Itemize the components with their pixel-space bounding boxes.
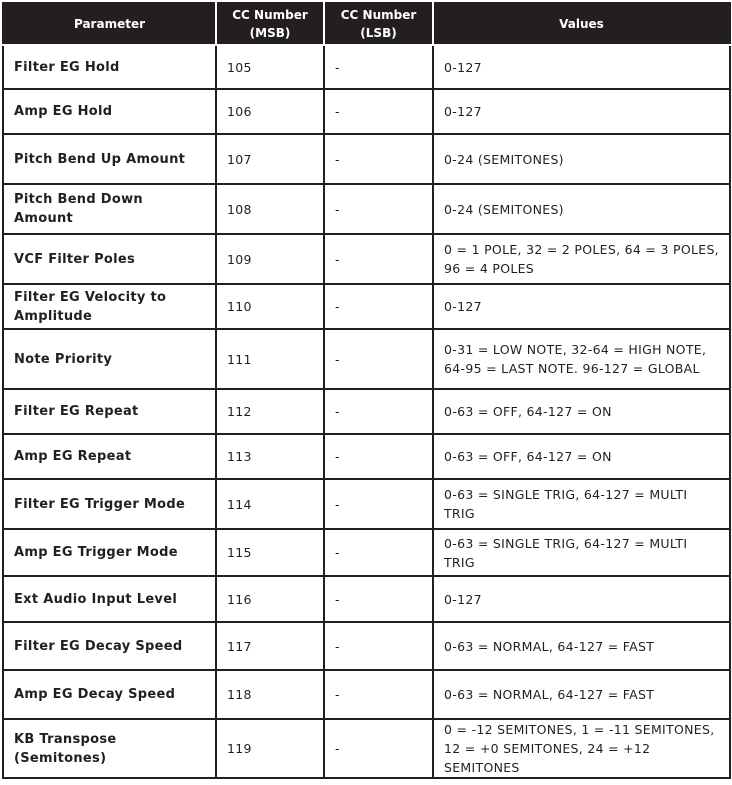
table-row xyxy=(3,184,730,234)
table-row xyxy=(3,434,730,479)
header-values xyxy=(433,3,730,45)
values-cell: 0-127 xyxy=(433,576,730,622)
cc-lsb-cell: - xyxy=(324,389,433,434)
header-cc-msb-line1: CC Number xyxy=(232,8,308,22)
table-body xyxy=(3,45,730,778)
cc-msb-cell: 116 xyxy=(216,576,324,622)
cc-msb-cell: 108 xyxy=(216,184,324,234)
parameter-cell: Amp EG Trigger Mode xyxy=(3,529,216,576)
cc-lsb-cell: - xyxy=(324,479,433,529)
cc-lsb-cell: - xyxy=(324,434,433,479)
table-row xyxy=(3,329,730,389)
cc-msb-cell: 113 xyxy=(216,434,324,479)
cc-lsb-cell: - xyxy=(324,622,433,670)
header-parameter xyxy=(3,3,216,45)
parameter-cell: Filter EG Velocity to Amplitude xyxy=(3,284,216,329)
values-cell: 0-63 = OFF, 64-127 = ON xyxy=(433,434,730,479)
parameter-cell: Amp EG Repeat xyxy=(3,434,216,479)
table-row xyxy=(3,479,730,529)
cc-msb-cell: 105 xyxy=(216,45,324,89)
parameter-cell: VCF Filter Poles xyxy=(3,234,216,284)
cc-lsb-cell: - xyxy=(324,184,433,234)
parameter-cell: Pitch Bend Down Amount xyxy=(3,184,216,234)
cc-lsb-cell: - xyxy=(324,529,433,576)
cc-table-container xyxy=(2,2,731,779)
header-cc-msb-line2: (MSB) xyxy=(249,26,291,40)
header-parameter-label: Parameter xyxy=(73,17,146,31)
table-row xyxy=(3,670,730,719)
cc-msb-cell: 107 xyxy=(216,134,324,184)
cc-msb-cell: 115 xyxy=(216,529,324,576)
values-cell: 0-31 = LOW NOTE, 32-64 = HIGH NOTE, 64-95 = LAST NOTE. 96-127 = GLOBAL xyxy=(433,329,730,389)
parameter-cell: Ext Audio Input Level xyxy=(3,576,216,622)
values-cell: 0-127 xyxy=(433,89,730,134)
table-row xyxy=(3,45,730,89)
values-cell: 0-63 = NORMAL, 64-127 = FAST xyxy=(433,670,730,719)
cc-lsb-cell: - xyxy=(324,284,433,329)
parameter-cell: Filter EG Decay Speed xyxy=(3,622,216,670)
cc-msb-cell: 114 xyxy=(216,479,324,529)
parameter-cell: Filter EG Trigger Mode xyxy=(3,479,216,529)
cc-lsb-cell: - xyxy=(324,576,433,622)
cc-lsb-cell: - xyxy=(324,134,433,184)
cc-table xyxy=(2,2,731,779)
cc-msb-cell: 117 xyxy=(216,622,324,670)
header-cc-lsb xyxy=(324,3,433,45)
parameter-cell: Filter EG Hold xyxy=(3,45,216,89)
parameter-cell: Amp EG Decay Speed xyxy=(3,670,216,719)
table-row xyxy=(3,576,730,622)
values-cell: 0-127 xyxy=(433,284,730,329)
table-row xyxy=(3,284,730,329)
table-row xyxy=(3,529,730,576)
values-cell: 0-63 = OFF, 64-127 = ON xyxy=(433,389,730,434)
cc-msb-cell: 109 xyxy=(216,234,324,284)
values-cell: 0-24 (SEMITONES) xyxy=(433,184,730,234)
cc-msb-cell: 112 xyxy=(216,389,324,434)
cc-lsb-cell: - xyxy=(324,670,433,719)
cc-lsb-cell: - xyxy=(324,45,433,89)
table-row xyxy=(3,389,730,434)
parameter-cell: Amp EG Hold xyxy=(3,89,216,134)
table-row xyxy=(3,719,730,778)
cc-lsb-cell: - xyxy=(324,234,433,284)
header-row xyxy=(3,3,730,45)
cc-lsb-cell: - xyxy=(324,719,433,778)
parameter-cell: Note Priority xyxy=(3,329,216,389)
values-cell: 0-127 xyxy=(433,45,730,89)
values-cell: 0-63 = SINGLE TRIG, 64-127 = MULTI TRIG xyxy=(433,529,730,576)
values-cell: 0-63 = SINGLE TRIG, 64-127 = MULTI TRIG xyxy=(433,479,730,529)
cc-msb-cell: 118 xyxy=(216,670,324,719)
header-values-label: Values xyxy=(559,17,604,31)
parameter-cell: Filter EG Repeat xyxy=(3,389,216,434)
parameter-cell: Pitch Bend Up Amount xyxy=(3,134,216,184)
table-row xyxy=(3,89,730,134)
header-cc-lsb-line1: CC Number xyxy=(340,8,417,22)
table-row xyxy=(3,234,730,284)
parameter-cell: KB Transpose (Semitones) xyxy=(3,719,216,778)
values-cell: 0-24 (SEMITONES) xyxy=(433,134,730,184)
cc-msb-cell: 110 xyxy=(216,284,324,329)
cc-lsb-cell: - xyxy=(324,89,433,134)
table-row xyxy=(3,134,730,184)
table-row xyxy=(3,622,730,670)
cc-msb-cell: 111 xyxy=(216,329,324,389)
values-cell: 0-63 = NORMAL, 64-127 = FAST xyxy=(433,622,730,670)
cc-lsb-cell: - xyxy=(324,329,433,389)
table-header xyxy=(3,3,730,45)
cc-msb-cell: 106 xyxy=(216,89,324,134)
cc-msb-cell: 119 xyxy=(216,719,324,778)
values-cell: 0 = 1 POLE, 32 = 2 POLES, 64 = 3 POLES, 96 = 4 POLES xyxy=(433,234,730,284)
header-cc-msb xyxy=(216,3,324,45)
values-cell: 0 = -12 SEMITONES, 1 = -11 SEMITONES, 12 = +0 SEMITONES, 24 = +12 SEMITONES xyxy=(433,719,730,778)
header-cc-lsb-line2: (LSB) xyxy=(360,26,397,40)
